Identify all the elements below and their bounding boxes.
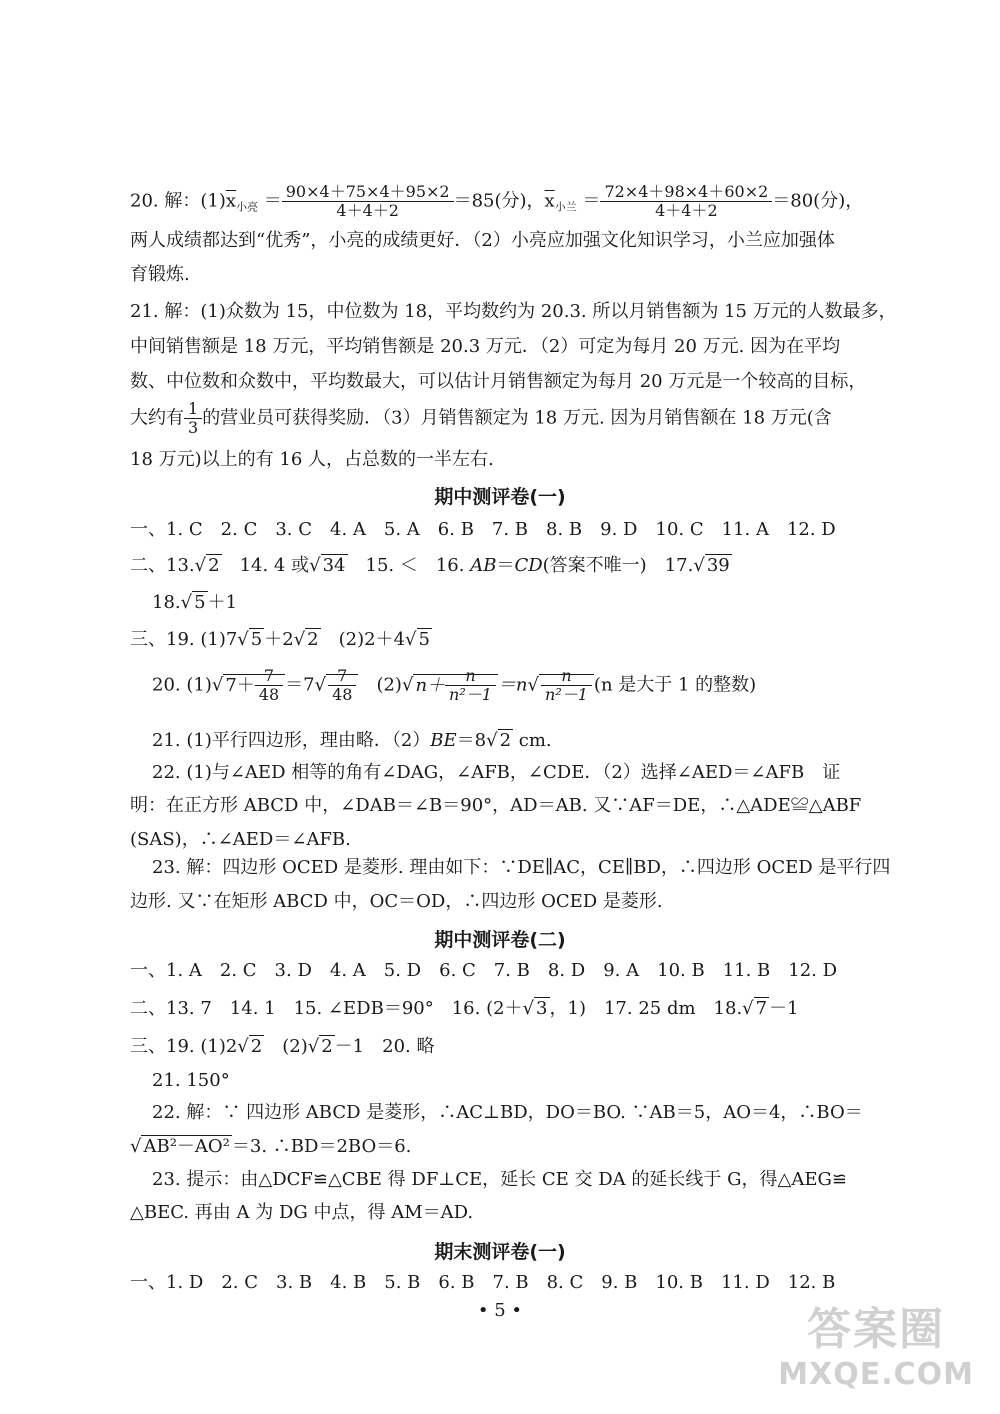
q20-lead: 20. 解：(1) [130,190,226,212]
exam1-q19: 三、19. (1)7√ 5 ＋2√ 2 (2)2＋4√ 5 [130,629,430,650]
exam1-q22-line2: 明：在正方形 ABCD 中，∠DAB＝∠B＝90°，AD＝AB. 又∵AF＝DE，∴△ADE≌△ABF [130,795,862,816]
exam2-q21: 21. 150° [152,1070,230,1091]
fraction-xiaolan: $\frac{72\times 4+98\times 4+60\times 2}{4+4+2}$ [600,183,772,220]
exam2-part2: 二、13. 7 14. 1 15. ∠EDB＝90° 16. (2＋√ 3 ，1) 17. 25 dm 18.√ 7 －1 [130,998,799,1019]
exam1-q20: 20. (1)√ 7＋ $\frac{7}{48}$ ＝7√ $\frac{7}{48}$ (2)√ n＋ $\frac{n}{\text{n²－1}}$ ＝n√ $\frac{n}{\text{n²－1}}$ (n 是大于 1 的整数) [152,666,757,704]
page-number: • 5 • [477,1300,523,1321]
sub-xiaolan: 小兰 [554,200,577,214]
exam1-q23-line2: 边形. 又∵在矩形 ABCD 中，OC＝OD，∴四边形 OCED 是菱形. [130,891,663,912]
sub-xiaoliang: 小亮 [236,200,259,214]
answer-20-line1: 20. 解：$(1)\overline{x}_{小亮}$ ＝ $\frac{90\times 4+75\times 4+95\times 2}{4+4+2}$ ＝85(分)，$\overline{x}_{小兰}$ ＝ $\frac{72\times 4+98\times 4+60\times 2}{4+4+2}$ ＝80(分)， [130,182,864,220]
q20-res2: ＝80(分)， [772,190,864,212]
answer-20-line3: 育锻炼. [130,264,190,285]
answer-21-line4: 大约有 $\frac{1}{3}$ 的营业员可获得奖励．（3）月销售额定为 18 万元. 因为月销售额在 18 万元(含 [130,399,832,437]
exam1-part1: 一、1. C 2. C 3. C 4. A 5. A 6. B 7. B 8. B 9. D 10. C 11. A 12. D [130,519,836,540]
section-title-midterm-2: 期中测评卷(二) [434,929,566,951]
x-bar: $\overline{x}$ [225,190,237,212]
exam2-q23-line1: 23. 提示：由△DCF≌△CBE 得 DF⊥CE，延长 CE 交 DA 的延长线于 G，得△AEG≌ [152,1169,847,1190]
section-title-midterm-1: 期中测评卷(一) [434,486,566,508]
exam2-q19: 三、19. (1)2√ 2 (2)√ 2 －1 20. 略 [130,1036,435,1057]
fraction-one-third: $\frac{1}{3}$ [184,400,202,437]
exam1-q18: 18.√ 5 ＋1 [152,592,238,613]
answer-21-line1: 21. 解：(1)众数为 15，中位数为 18，平均数约为 20.3. 所以月销售额为 15 万元的人数最多， [130,301,897,322]
exam2-part1: 一、1. A 2. C 3. D 4. A 5. D 6. C 7. B 8. D 9. A 10. B 11. B 12. D [130,960,838,981]
answer-20-line2: 两人成绩都达到“优秀”，小亮的成绩更好．（2）小亮应加强文化知识学习，小兰应加强体 [130,230,835,251]
section-title-final-1: 期末测评卷(一) [434,1241,566,1263]
exam2-q22-line2: √ AB²－AO² ＝3. ∴BD＝2BO＝6. [130,1136,412,1157]
answer-21-line2: 中间销售额是 18 万元，平均销售额是 20.3 万元．（2）可定为每月 20 万元. 因为在平均 [130,336,841,357]
exam1-q21: 21. (1)平行四边形，理由略．（2）BE＝8√ 2 cm. [152,730,552,751]
answer-21-line3: 数、中位数和众数中，平均数最大，可以估计月销售额定为每月 20 万元是一个较高的目标， [130,371,867,392]
exam2-q23-line2: △BEC. 再由 A 为 DG 中点，得 AM＝AD. [130,1202,474,1223]
exam1-q23-line1: 23. 解：四边形 OCED 是菱形. 理由如下：∵DE∥AC，CE∥BD，∴四边形 OCED 是平行四 [152,857,891,878]
answer-21-line5: 18 万元)以上的有 16 人，占总数的一半左右. [130,449,494,470]
fraction-xiaoliang: $\frac{90\times 4+75\times 4+95\times 2}{4+4+2}$ [282,183,454,220]
exam1-q22-line1: 22. (1)与∠AED 相等的角有∠DAG，∠AFB，∠CDE．（2）选择∠AED＝∠AFB 证 [152,762,841,783]
exam3-part1: 一、1. D 2. C 3. B 4. B 5. B 6. B 7. B 8. C 9. B 10. B 11. D 12. B [130,1272,836,1293]
q20-res1: ＝85(分)， [453,190,545,212]
exam1-part2: 二、13.√ 2 14. 4 或√ 34 15. ＜ 16. AB＝CD(答案不唯一) 17.√ 39 [130,555,730,576]
exam1-q22-line3: (SAS)，∴∠AED＝∠AFB. [130,829,351,850]
exam2-q22-line1: 22. 解：∵ 四边形 ABCD 是菱形，∴AC⊥BD，DO＝BO. ∵AB＝5，AO＝4，∴BO＝ [152,1102,863,1123]
watermark-logo: 答案圈 MXQE.COM [778,1304,974,1392]
